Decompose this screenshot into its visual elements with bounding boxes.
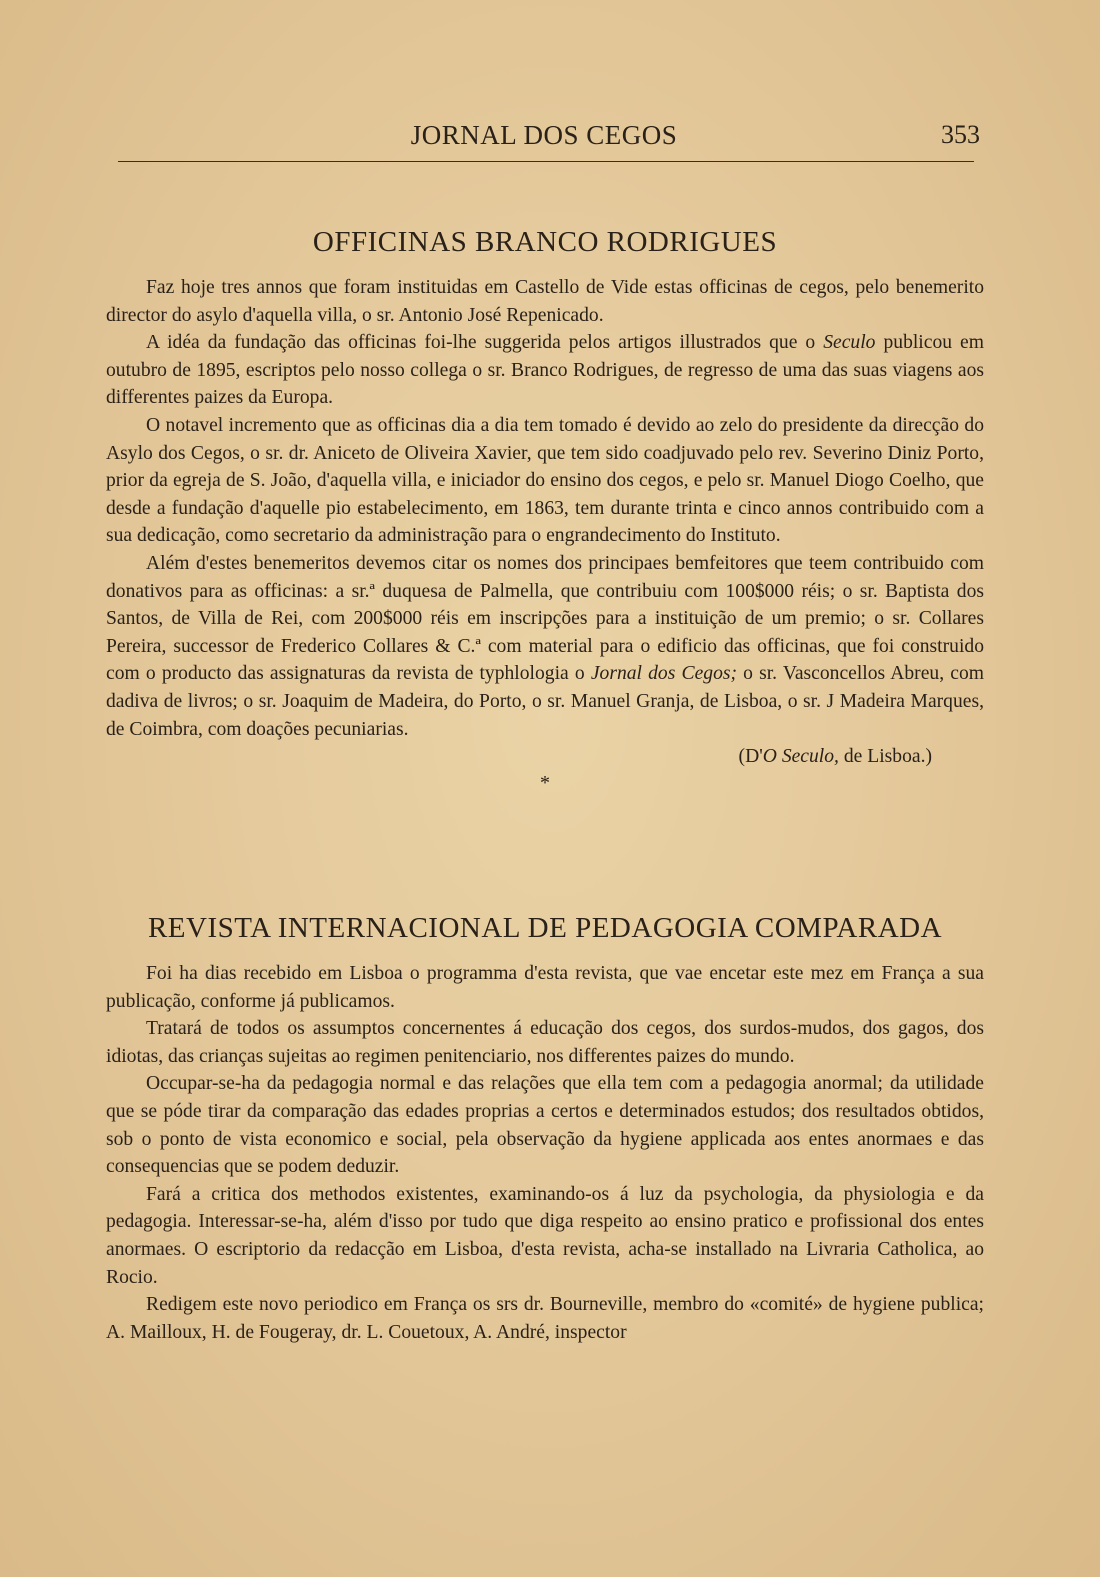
section-separator: *: [540, 771, 550, 794]
paragraph: [106, 329, 984, 412]
italic-text: Jornal dos Cegos;: [590, 663, 738, 685]
italic-text: Seculo: [823, 332, 876, 354]
paragraph: Occupar-se-ha da pedagogia normal e das relações que ella tem com a pedagogia anormal; da utilidade que se póde tirar da comparação das edades proprias a certos e determinados estudos; dos resultados obtidos, sob o ponto de vista economico e social, pela observação da hygiene applicada aos entes anormaes e das consequencias que se podem deduzir.: [106, 1073, 984, 1178]
article-title: OFFICINAS BRANCO RODRIGUES: [312, 226, 778, 258]
text-run: Além d'estes benemeritos devemos citar os nomes dos principaes bemfeitores que teem contribuido com donativos para as officinas: a sr.ª duquesa de Palmella, que contribuiu com 100$000 réis; o sr. Baptista dos Santos, de Villa de Rei, com 200$000 réis em inscripções para a instituição de um premio; o sr. Collares Pereira, successor de Frederico Collares & C.ª com material para o edificio das officinas, que foi construido com o producto das assignaturas da revista de typhlologia o: [106, 552, 984, 685]
text-run: publicou em outubro de 1895, escriptos pelo nosso collega o sr. Branco Rodrigues, de regresso de uma das suas viagens aos differentes paizes da Europa.: [106, 332, 984, 409]
article-revista: [106, 908, 984, 1346]
text-run: (D': [738, 746, 763, 768]
text-run: de Lisboa.): [838, 746, 932, 768]
source-citation: [106, 743, 984, 771]
page-number: 353: [941, 120, 980, 149]
paragraph: Tratará de todos os assumptos concernentes á educação dos cegos, dos surdos-mudos, dos gagos, dos idiotas, das crianças sujeitas ao regimen penitenciario, nos differentes paizes do mundo.: [106, 1018, 984, 1067]
paragraph: Foi ha dias recebido em Lisboa o programma d'esta revista, que vae encetar este mez em França a sua publicação, conforme já publicamos.: [106, 963, 984, 1012]
paragraph: Fará a critica dos methodos existentes, examinando-os á luz da psychologia, da physiologia e da pedagogia. Interessar-se-ha, além d'isso por tudo que diga respeito ao ensino pratico e profissional dos entes anormaes. O escriptorio da redacção em Lisboa, d'esta revista, acha-se installado na Livraria Catholica, ao Rocio.: [106, 1183, 984, 1288]
italic-text: O Seculo,: [762, 746, 839, 768]
running-title: JORNAL DOS CEGOS: [410, 120, 678, 150]
article-officinas: [106, 222, 984, 795]
text-run: o sr. Vasconcellos Abreu, com dadiva de livros; o sr. Joaquim de Madeira, do Porto, o sr. Manuel Granja, de Lisboa, o sr. J Madeira Marques, de Coimbra, com doações pecuniarias.: [106, 663, 984, 740]
text-run: A idéa da fundação das officinas foi-lhe suggerida pelos artigos illustrados que o: [146, 332, 824, 354]
paragraph: [106, 550, 984, 743]
paragraph: Redigem este novo periodico em França os srs dr. Bourneville, membro do «comité» de hygiene publica; A. Mailloux, H. de Fougeray, dr. L. Couetoux, A. André, inspector: [106, 1294, 984, 1343]
article-title: REVISTA INTERNACIONAL DE PEDAGOGIA COMPARADA: [147, 912, 943, 944]
header-rule: [118, 161, 974, 162]
page-header: [108, 118, 980, 154]
paragraph: Faz hoje tres annos que foram instituidas em Castello de Vide estas officinas de cegos, pelo benemerito director do asylo d'aquella villa, o sr. Antonio José Repenicado.: [106, 277, 984, 326]
paragraph: O notavel incremento que as officinas dia a dia tem tomado é devido ao zelo do presidente da direcção do Asylo dos Cegos, o sr. dr. Aniceto de Oliveira Xavier, que tem sido coadjuvado pelo rev. Severino Diniz Porto, prior da egreja de S. João, d'aquella villa, e iniciador do ensino dos cegos, e pelo sr. Manuel Diogo Coelho, que desde a fundação d'aquelle pio estabelecimento, em 1863, tem durante trinta e cinco annos contribuido com a sua dedicação, como secretario da administração para o engrandecimento do Instituto.: [106, 414, 984, 547]
